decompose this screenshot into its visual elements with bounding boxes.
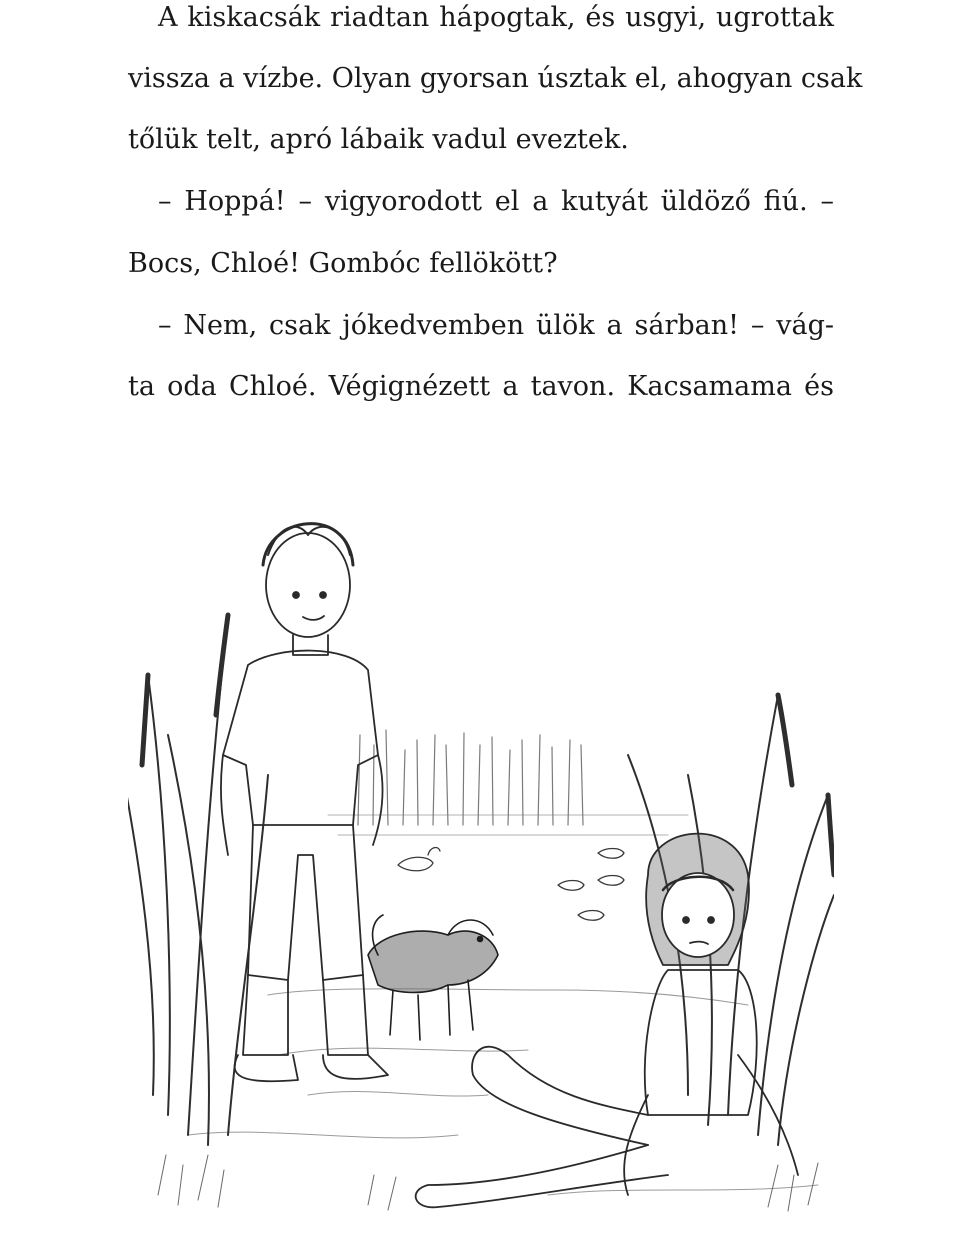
foreground-grass [158,1155,818,1211]
text-line-4: – Hoppá! – vigyorodott el a kutyát üldöző fiú. – [158,186,834,217]
text-line-6: – Nem, csak jókedvemben ülök a sárban! – vág- [158,310,834,341]
girl-figure [416,834,798,1208]
text-line-3: tőlük telt, apró lábaik vadul eveztek. [128,124,629,155]
dog-figure [368,915,498,1040]
ground [188,989,818,1195]
ducks [398,848,624,921]
background-reeds [358,730,583,825]
pencil-illustration [128,495,834,1225]
text-line-7: ta oda Chloé. Végignézett a tavon. Kacsamama és [128,371,834,402]
left-reeds [128,615,268,1145]
text-line-2: vissza a vízbe. Olyan gyorsan úsztak el, ahogyan csak [128,63,863,94]
text-line-1: A kiskacsák riadtan hápogtak, és usgyi, ugrottak [158,2,834,33]
boy-figure [221,524,388,1082]
text-line-5: Bocs, Chloé! Gombóc fellökött? [128,248,558,279]
